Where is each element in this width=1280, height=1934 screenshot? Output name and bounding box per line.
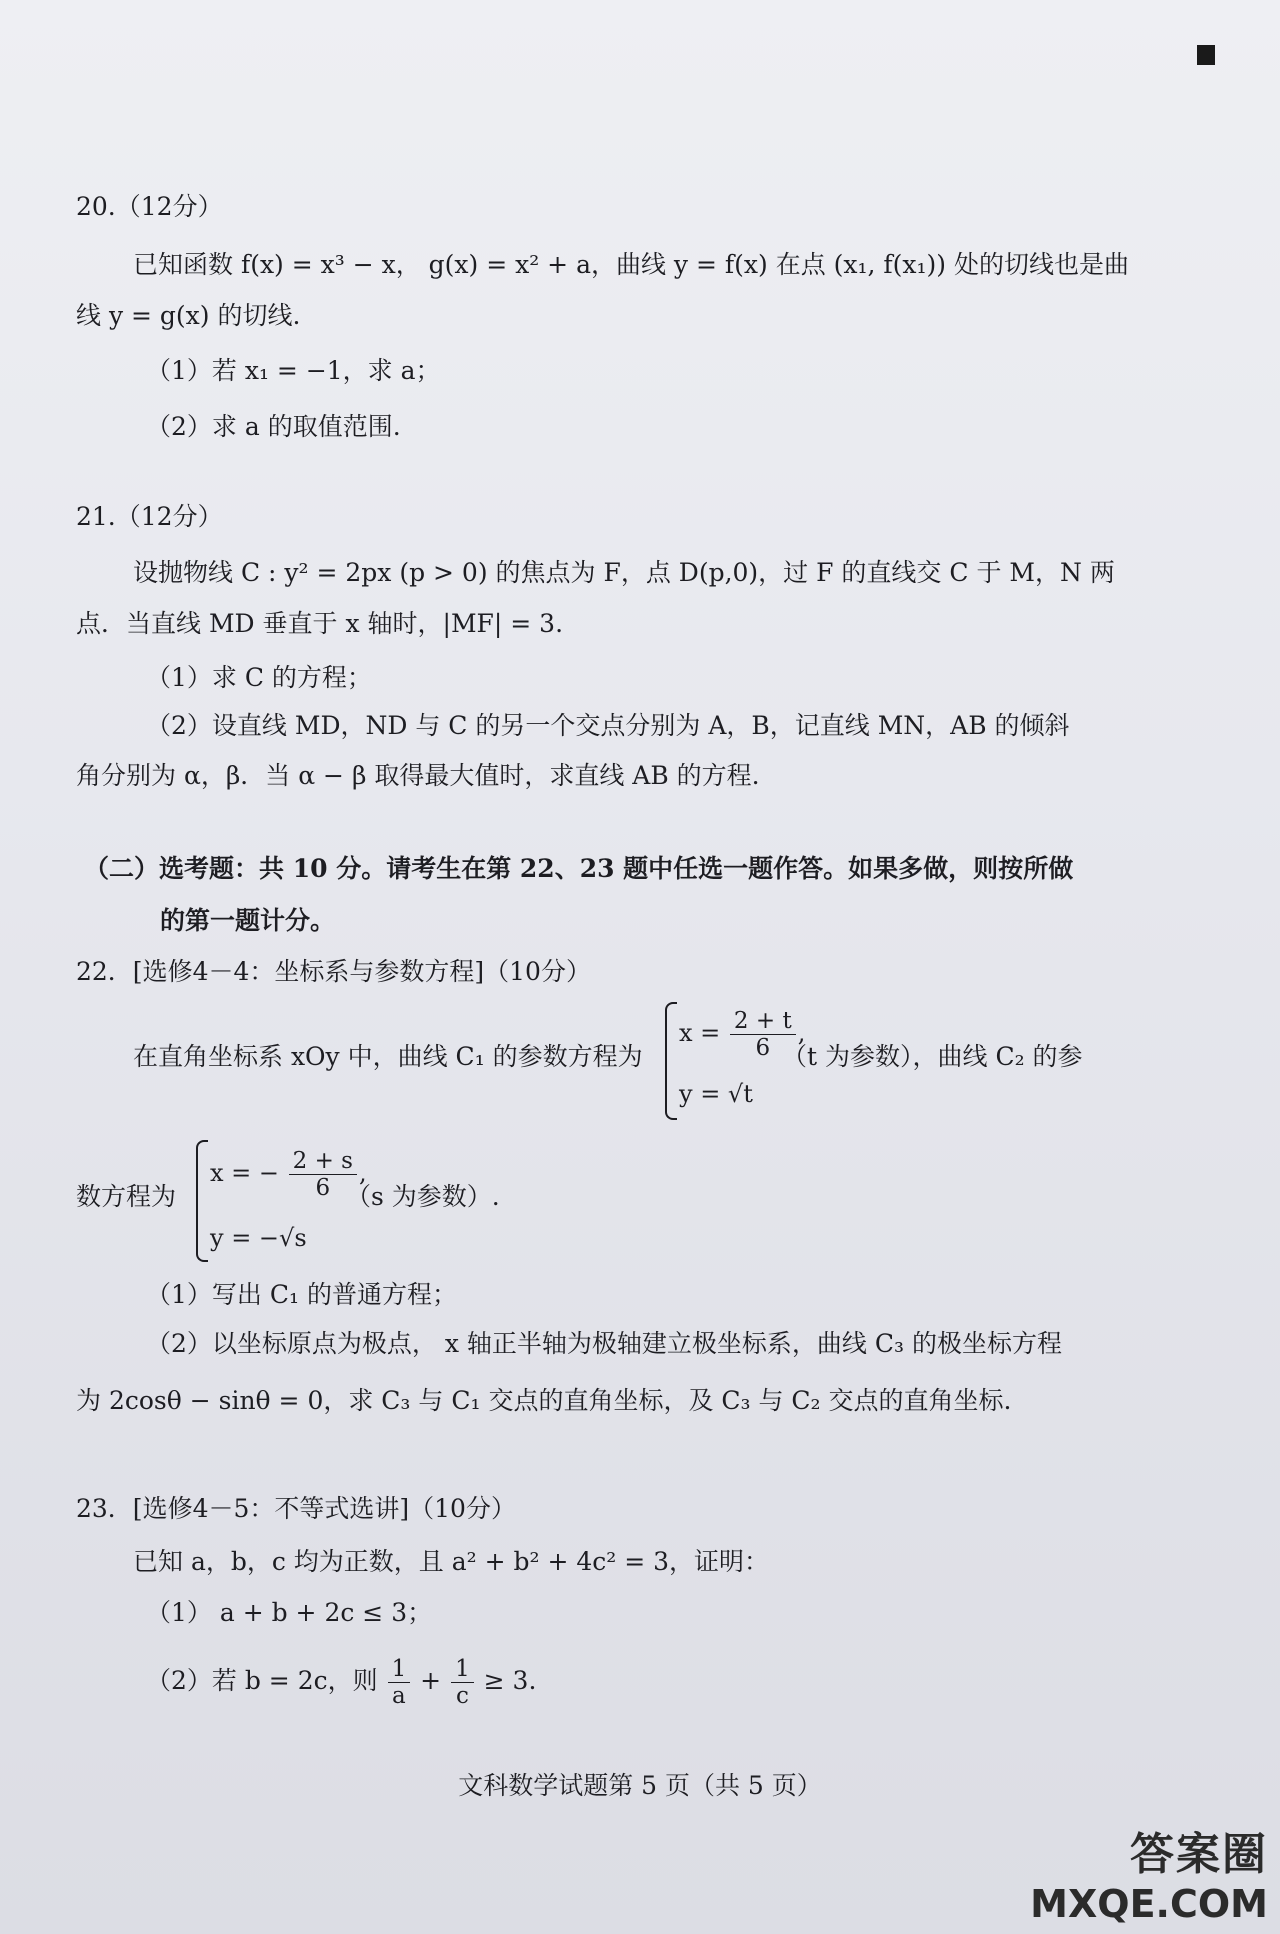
c1-x-numerator: 2 + t (730, 1008, 796, 1035)
q23-part1: （1） a + b + 2c ≤ 3； (146, 1598, 433, 1627)
q22-part2-line2: 为 2cosθ − sinθ = 0，求 C₃ 与 C₁ 交点的直角坐标，及 C₃ 与 C₂ 交点的直角坐标. (76, 1386, 1012, 1415)
watermark-en: MXQE.COM (1030, 1882, 1268, 1926)
c1-x-equation: x = $\frac{2 + t}{6}$ , (679, 1008, 806, 1061)
frac2-denominator: c (455, 1683, 469, 1709)
c1-parametric-system (665, 1002, 806, 1116)
frac1-numerator: 1 (388, 1656, 411, 1683)
q21-part1: （1）求 C 的方程； (146, 663, 372, 692)
c2-x-numerator: 2 + s (289, 1148, 357, 1175)
q23-part2 (146, 1656, 536, 1709)
c1-brace (665, 1002, 677, 1120)
c2-y-equation: y = −√s (210, 1224, 307, 1252)
q20-part2: （2）求 a 的取值范围. (146, 412, 401, 441)
plus-sign: + (420, 1666, 442, 1695)
frac1-denominator: a (392, 1683, 406, 1709)
site-watermark (1030, 1818, 1268, 1926)
q22-intro2-tail: （s 为参数）. (346, 1182, 500, 1211)
q21-part2-line1: （2）设直线 MD，ND 与 C 的另一个交点分别为 A，B，记直线 MN，AB 的倾斜 (146, 711, 1070, 740)
q22-part1: （1）写出 C₁ 的普通方程； (146, 1280, 457, 1309)
q22-part2-line1: （2）以坐标原点为极点， x 轴正半轴为极轴建立极坐标系，曲线 C₃ 的极坐标方程 (146, 1329, 1062, 1358)
q23-heading: 23．[选修4－5：不等式选讲]（10分） (76, 1494, 516, 1523)
frac2-numerator: 1 (451, 1656, 474, 1683)
watermark-cn: 答案圈 (1130, 1829, 1268, 1880)
q23-part2-text: （2）若 b = 2c，则 (146, 1666, 378, 1695)
c2-brace (196, 1140, 208, 1262)
q23-line1: 已知 a，b，c 均为正数，且 a² + b² + 4c² = 3，证明： (133, 1547, 770, 1576)
q22-heading: 22．[选修4－4：坐标系与参数方程]（10分） (76, 957, 591, 986)
section2-line2: 的第一题计分。 (160, 906, 336, 935)
c1-x-lhs: x = (679, 1019, 721, 1047)
q20-line1: 已知函数 f(x) = x³ − x， g(x) = x² + a，曲线 y = f(x) 在点 (x₁, f(x₁)) 处的切线也是曲 (133, 250, 1129, 279)
c2-x-equation: x = − $\frac{2 + s}{6}$ , (210, 1148, 367, 1201)
page-footer: 文科数学试题第 5 页（共 5 页） (458, 1771, 822, 1800)
q21-heading: 21.（12分） (76, 502, 223, 531)
q22-intro-tail: （t 为参数），曲线 C₂ 的参 (782, 1042, 1083, 1071)
q21-part2-line2: 角分别为 α，β．当 α − β 取得最大值时，求直线 AB 的方程. (76, 761, 760, 790)
q21-line2: 点．当直线 MD 垂直于 x 轴时，|MF| = 3. (76, 609, 564, 638)
q20-heading: 20.（12分） (76, 192, 223, 221)
corner-registration-mark (1197, 45, 1215, 65)
q23-part2-tail: ≥ 3. (483, 1666, 537, 1695)
q20-part1: （1）若 x₁ = −1，求 a； (146, 356, 441, 385)
q23-frac-1-over-a (388, 1656, 411, 1709)
c1-y-equation: y = √t (679, 1080, 753, 1108)
c1-x-denominator: 6 (755, 1035, 771, 1061)
q22-intro2: 数方程为 (76, 1182, 177, 1211)
q22-intro: 在直角坐标系 xOy 中，曲线 C₁ 的参数方程为 (133, 1042, 643, 1071)
q21-line1: 设抛物线 C : y² = 2px (p > 0) 的焦点为 F，点 D(p,0)，过 F 的直线交 C 于 M，N 两 (133, 558, 1115, 587)
section2-line1: （二）选考题：共 10 分。请考生在第 22、23 题中任选一题作答。如果多做，则按所做 (84, 854, 1074, 883)
c2-x-denominator: 6 (315, 1175, 331, 1201)
c2-parametric-system (196, 1140, 367, 1258)
q23-frac-1-over-c (451, 1656, 474, 1709)
q20-line2: 线 y = g(x) 的切线. (76, 301, 301, 330)
c2-x-lhs: x = − (210, 1159, 280, 1187)
